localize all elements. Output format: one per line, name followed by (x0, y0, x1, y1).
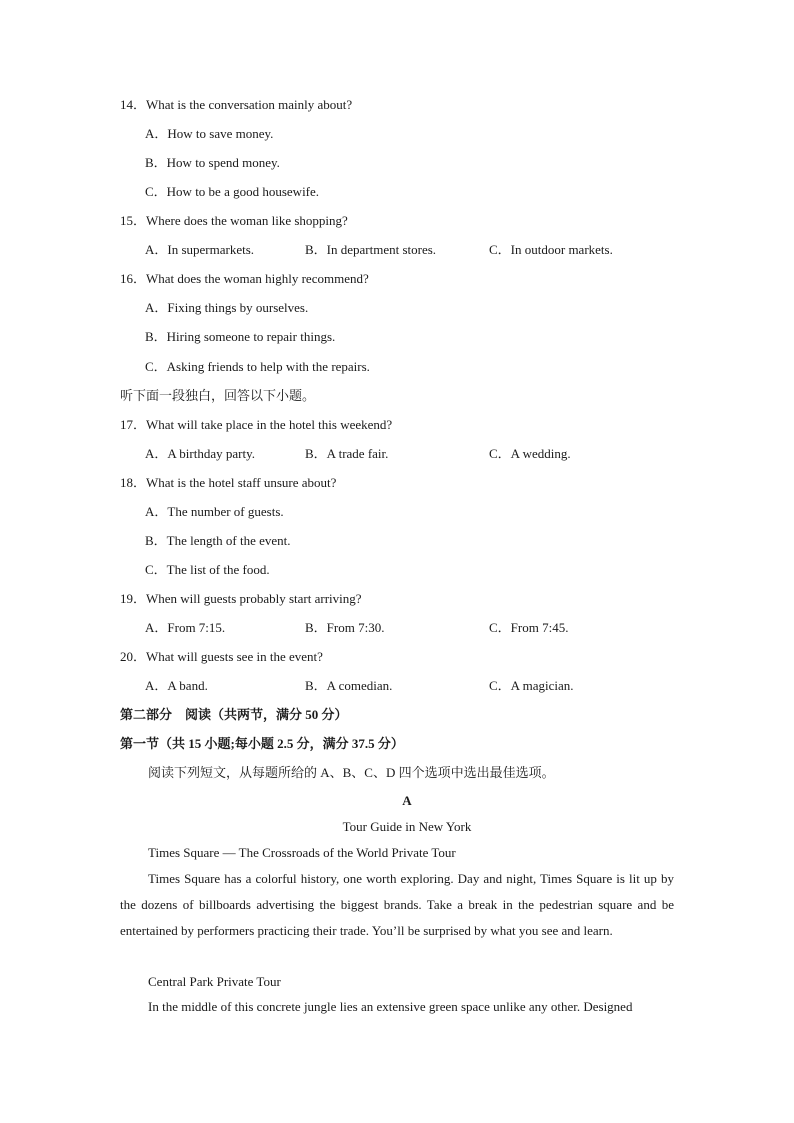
question-17-option-b: B．A trade fair. (305, 446, 389, 461)
question-18-option-b: B．The length of the event. (145, 533, 291, 548)
question-15-stem: 15．Where does the woman like shopping? (120, 213, 348, 228)
question-17-stem: 17．What will take place in the hotel this weekend? (120, 417, 393, 432)
question-15-option-c: C．In outdoor markets. (489, 242, 613, 257)
question-14-option-a: A．How to save money. (145, 126, 274, 141)
monologue-instruction: 听下面一段独白，回答以下小题。 (120, 388, 316, 403)
passage-letter: A (402, 793, 412, 808)
question-19-option-c: C．From 7:45. (489, 620, 569, 635)
question-15-option-a: A．In supermarkets. (145, 242, 255, 257)
question-18-option-c: C．The list of the food. (145, 562, 270, 577)
question-16-option-c: C．Asking friends to help with the repairs. (145, 359, 370, 374)
question-20-option-a: A．A band. (145, 678, 208, 693)
question-16-option-b: B．Hiring someone to repair things. (145, 329, 336, 344)
question-14-option-b: B．How to spend money. (145, 155, 280, 170)
question-16-option-a: A．Fixing things by ourselves. (145, 300, 309, 315)
question-19-option-b: B．From 7:30. (305, 620, 385, 635)
question-18-stem: 18．What is the hotel staff unsure about? (120, 475, 337, 490)
tour1-title: Times Square — The Crossroads of the World Private Tour (148, 845, 456, 860)
reading-instruction: 阅读下列短文，从每题所给的 A、B、C、D 四个选项中选出最佳选项。 (148, 765, 555, 780)
tour2-body-start: In the middle of this concrete jungle lies an extensive green space unlike any other. Designed (148, 999, 633, 1014)
question-14-option-c: C．How to be a good housewife. (145, 184, 320, 199)
question-16-stem: 16．What does the woman highly recommend? (120, 271, 369, 286)
question-17-option-c: C．A wedding. (489, 446, 571, 461)
question-17-option-a: A．A birthday party. (145, 446, 255, 461)
question-19-option-a: A．From 7:15. (145, 620, 226, 635)
question-20-option-b: B．A comedian. (305, 678, 393, 693)
passage-title: Tour Guide in New York (342, 819, 472, 834)
section1-heading: 第一节（共 15 小题;每小题 2.5 分，满分 37.5 分） (120, 736, 404, 751)
question-20-stem: 20．What will guests see in the event? (120, 649, 323, 664)
part2-heading: 第二部分 阅读（共两节，满分 50 分） (120, 707, 348, 722)
question-19-stem: 19．When will guests probably start arriving? (120, 591, 362, 606)
question-15-option-b: B．In department stores. (305, 242, 437, 257)
question-20-option-c: C．A magician. (489, 678, 574, 693)
question-18-option-a: A．The number of guests. (145, 504, 284, 519)
tour1-body: Times Square has a colorful history, one worth exploring. Day and night, Times Square is lit up by the dozens of billboards advertising the biggest brands. Take a break in the pedestrian square and be entertained by performers practicing their trade. You’ll be surprised by what you see and learn. (120, 871, 674, 938)
tour2-title: Central Park Private Tour (148, 974, 281, 989)
tour2-paragraph (120, 994, 674, 1020)
tour1-paragraph (120, 866, 674, 944)
question-14-stem: 14．What is the conversation mainly about? (120, 97, 353, 112)
